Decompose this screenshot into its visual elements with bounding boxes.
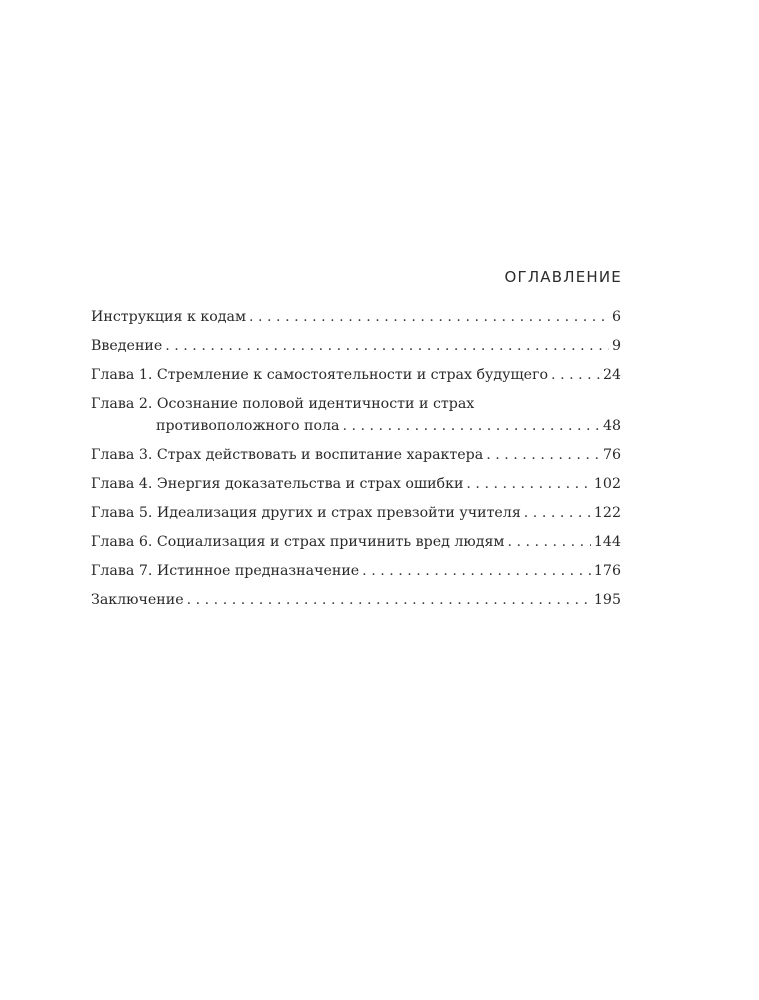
dot-leader [551,364,600,386]
toc-entry-chapter-1 [91,364,621,386]
toc-entry-page: 122 [593,505,621,521]
dot-leader [249,306,609,328]
toc-entry-title-line-2: противоположного пола [156,418,340,434]
toc-entry-conclusion [91,589,621,611]
toc-entry-instructions [91,306,621,328]
toc-entry-title: Введение [91,338,163,354]
toc-entry-title: Заключение [91,592,184,608]
dot-leader [507,531,590,553]
toc-entry-page: 76 [602,447,621,463]
toc-entry-page: 195 [593,592,621,608]
toc-entry-page: 144 [593,534,621,550]
dot-leader [362,560,591,582]
toc-entry-title: Глава 6. Социализация и страх причинить вред людям [91,534,505,550]
toc-entry-title: Глава 1. Стремление к самостоятельности и страх будущего [91,367,549,383]
table-of-contents [91,306,621,618]
toc-entry-title: Глава 5. Идеализация других и страх превзойти учителя [91,505,521,521]
toc-entry-page: 9 [611,338,621,354]
toc-entry-page: 48 [602,418,621,434]
toc-entry-chapter-3 [91,444,621,466]
toc-entry-title: Инструкция к кодам [91,309,246,325]
toc-entry-chapter-4 [91,473,621,495]
toc-entry-chapter-7 [91,560,621,582]
toc-entry-title: Глава 7. Истинное предназначение [91,563,360,579]
toc-heading: ОГЛАВЛЕНИЕ [504,268,622,286]
dot-leader [187,589,591,611]
dot-leader [165,335,609,357]
toc-entry-chapter-5 [91,502,621,524]
toc-entry-title-line-1: Глава 2. Осознание половой идентичности и страх [91,396,475,412]
toc-entry-page: 102 [593,476,621,492]
toc-entry-introduction [91,335,621,357]
toc-entry-page: 6 [611,309,621,325]
dot-leader [486,444,600,466]
dot-leader [524,502,591,524]
toc-entry-chapter-6 [91,531,621,553]
toc-entry-page: 176 [593,563,621,579]
toc-entry-chapter-2 [91,393,621,437]
dot-leader [466,473,591,495]
dot-leader [342,415,599,437]
toc-entry-page: 24 [602,367,621,383]
toc-entry-title: Глава 4. Энергия доказательства и страх ошибки [91,476,464,492]
toc-entry-title: Глава 3. Страх действовать и воспитание характера [91,447,484,463]
